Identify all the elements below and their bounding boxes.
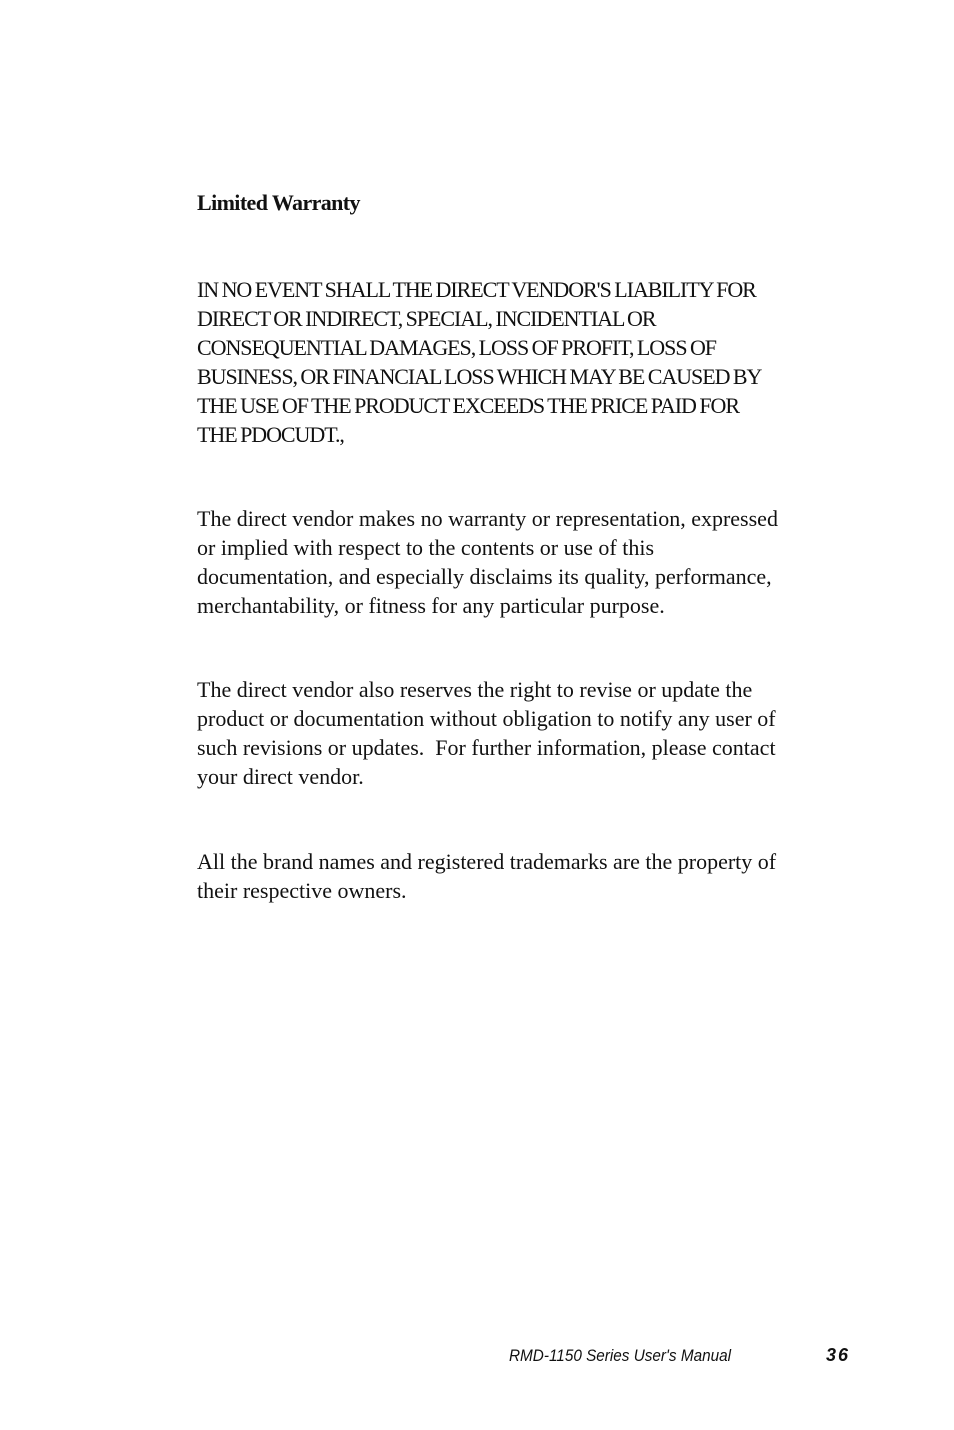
paragraph-line: your direct vendor.	[197, 764, 364, 789]
paragraph-line: The direct vendor makes no warranty or representation, expressed	[197, 506, 778, 531]
paragraph-line: THE PDOCUDT.,	[197, 422, 344, 447]
footer-manual-title: RMD-1150 Series User's Manual	[509, 1346, 732, 1365]
paragraph-line: product or documentation without obligation to notify any user of	[197, 706, 776, 731]
paragraph-line: their respective owners.	[197, 878, 407, 903]
paragraph-line: The direct vendor also reserves the right to revise or update the	[197, 677, 753, 702]
paragraph-line: THE USE OF THE PRODUCT EXCEEDS THE PRICE PAID FOR	[197, 393, 739, 418]
paragraph-line: such revisions or updates. For further information, please contact	[197, 735, 776, 760]
revision-paragraph	[197, 675, 776, 791]
paragraph-line: documentation, and especially disclaims its quality, performance,	[197, 564, 772, 589]
paragraph-line: DIRECT OR INDIRECT, SPECIAL, INCIDENTIAL OR	[197, 306, 656, 331]
page-number: 36	[826, 1345, 851, 1365]
liability-paragraph	[197, 275, 761, 449]
paragraph-line: BUSINESS, OR FINANCIAL LOSS WHICH MAY BE CAUSED BY	[197, 364, 762, 389]
paragraph-line: IN NO EVENT SHALL THE DIRECT VENDOR'S LIABILITY FOR	[197, 277, 756, 302]
warranty-paragraph	[197, 504, 778, 620]
page-title: Limited Warranty	[197, 190, 360, 215]
paragraph-line: CONSEQUENTIAL DAMAGES, LOSS OF PROFIT, LOSS OF	[197, 335, 716, 360]
paragraph-line: All the brand names and registered trademarks are the property of	[197, 849, 777, 874]
paragraph-line: merchantability, or fitness for any particular purpose.	[197, 593, 665, 618]
paragraph-line: or implied with respect to the contents or use of this	[197, 535, 655, 560]
trademark-paragraph	[197, 847, 776, 905]
